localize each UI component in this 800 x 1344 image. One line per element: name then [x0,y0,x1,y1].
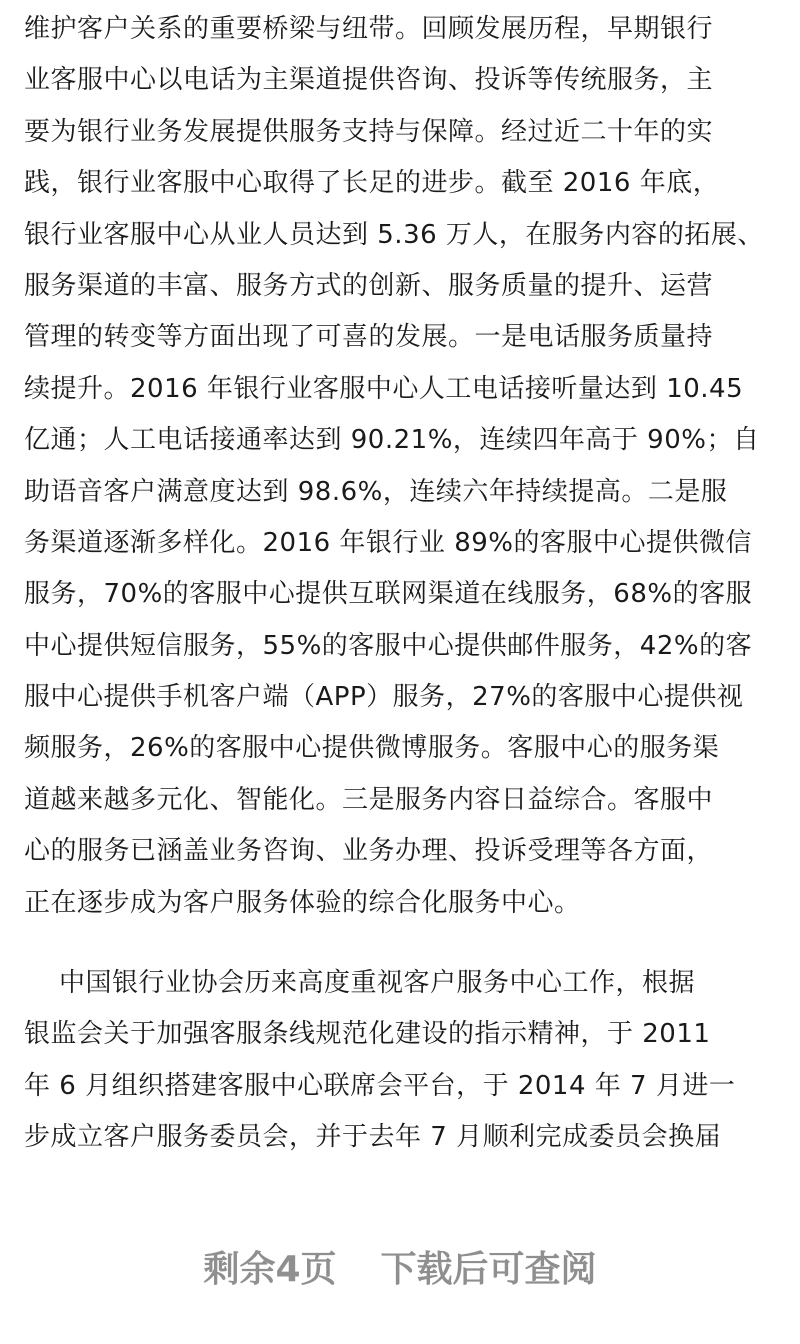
text-line: 中心提供短信服务，55%的客服中心提供邮件服务，42%的客 [24,630,753,661]
text-line: 服务渠道的丰富、服务方式的创新、服务质量的提升、运营 [24,270,714,301]
text-line: 管理的转变等方面出现了可喜的发展。一是电话服务质量持 [24,322,714,353]
text-line: 道越来越多元化、智能化。三是服务内容日益综合。客服中 [24,784,714,815]
text-line: 银行业客服中心从业人员达到 5.36 万人，在服务内容的拓展、 [24,219,764,250]
paragraph-2 [24,958,776,1164]
text-line: 频服务，26%的客服中心提供微博服务。客服中心的服务渠 [24,733,720,764]
text-line: 服务，70%的客服中心提供互联网渠道在线服务，68%的客服 [24,579,753,610]
text-line: 正在逐步成为客户服务体验的综合化服务中心。 [24,887,581,918]
text-line: 务渠道逐渐多样化。2016 年银行业 89%的客服中心提供微信 [24,527,752,558]
download-to-view-label: 下载后可查阅 [380,1249,597,1290]
text-line: 心的服务已涵盖业务咨询、业务办理、投诉受理等各方面， [24,836,714,867]
text-line: 助语音客户满意度达到 98.6%，连续六年持续提高。二是服 [24,476,728,507]
text-line: 业客服中心以电话为主渠道提供咨询、投诉等传统服务，主 [24,65,714,96]
remaining-pages-label: 剩余4页 [203,1249,337,1290]
text-line: 践，银行业客服中心取得了长足的进步。截至 2016 年底， [24,168,720,199]
paragraph-1 [24,4,776,929]
text-line: 年 6 月组织搭建客服中心联席会平台，于 2014 年 7 月进一 [24,1070,736,1101]
text-line: 步成立客户服务委员会，并于去年 7 月顺利完成委员会换届 [24,1122,722,1153]
text-line: 续提升。2016 年银行业客服中心人工电话接听量达到 10.45 [24,373,744,404]
text-line: 亿通；人工电话接通率达到 90.21%，连续四年高于 90%；自 [24,425,760,456]
text-line: 要为银行业务发展提供服务支持与保障。经过近二十年的实 [24,116,714,147]
text-line: 维护客户关系的重要桥梁与纽带。回顾发展历程，早期银行 [24,14,714,44]
text-line: 中国银行业协会历来高度重视客户服务中心工作，根据 [24,968,696,998]
text-line: 服中心提供手机客户端（APP）服务，27%的客服中心提供视 [24,682,744,713]
text-line: 银监会关于加强客服条线规范化建设的指示精神，于 2011 [24,1019,711,1050]
download-banner[interactable] [0,1240,800,1300]
